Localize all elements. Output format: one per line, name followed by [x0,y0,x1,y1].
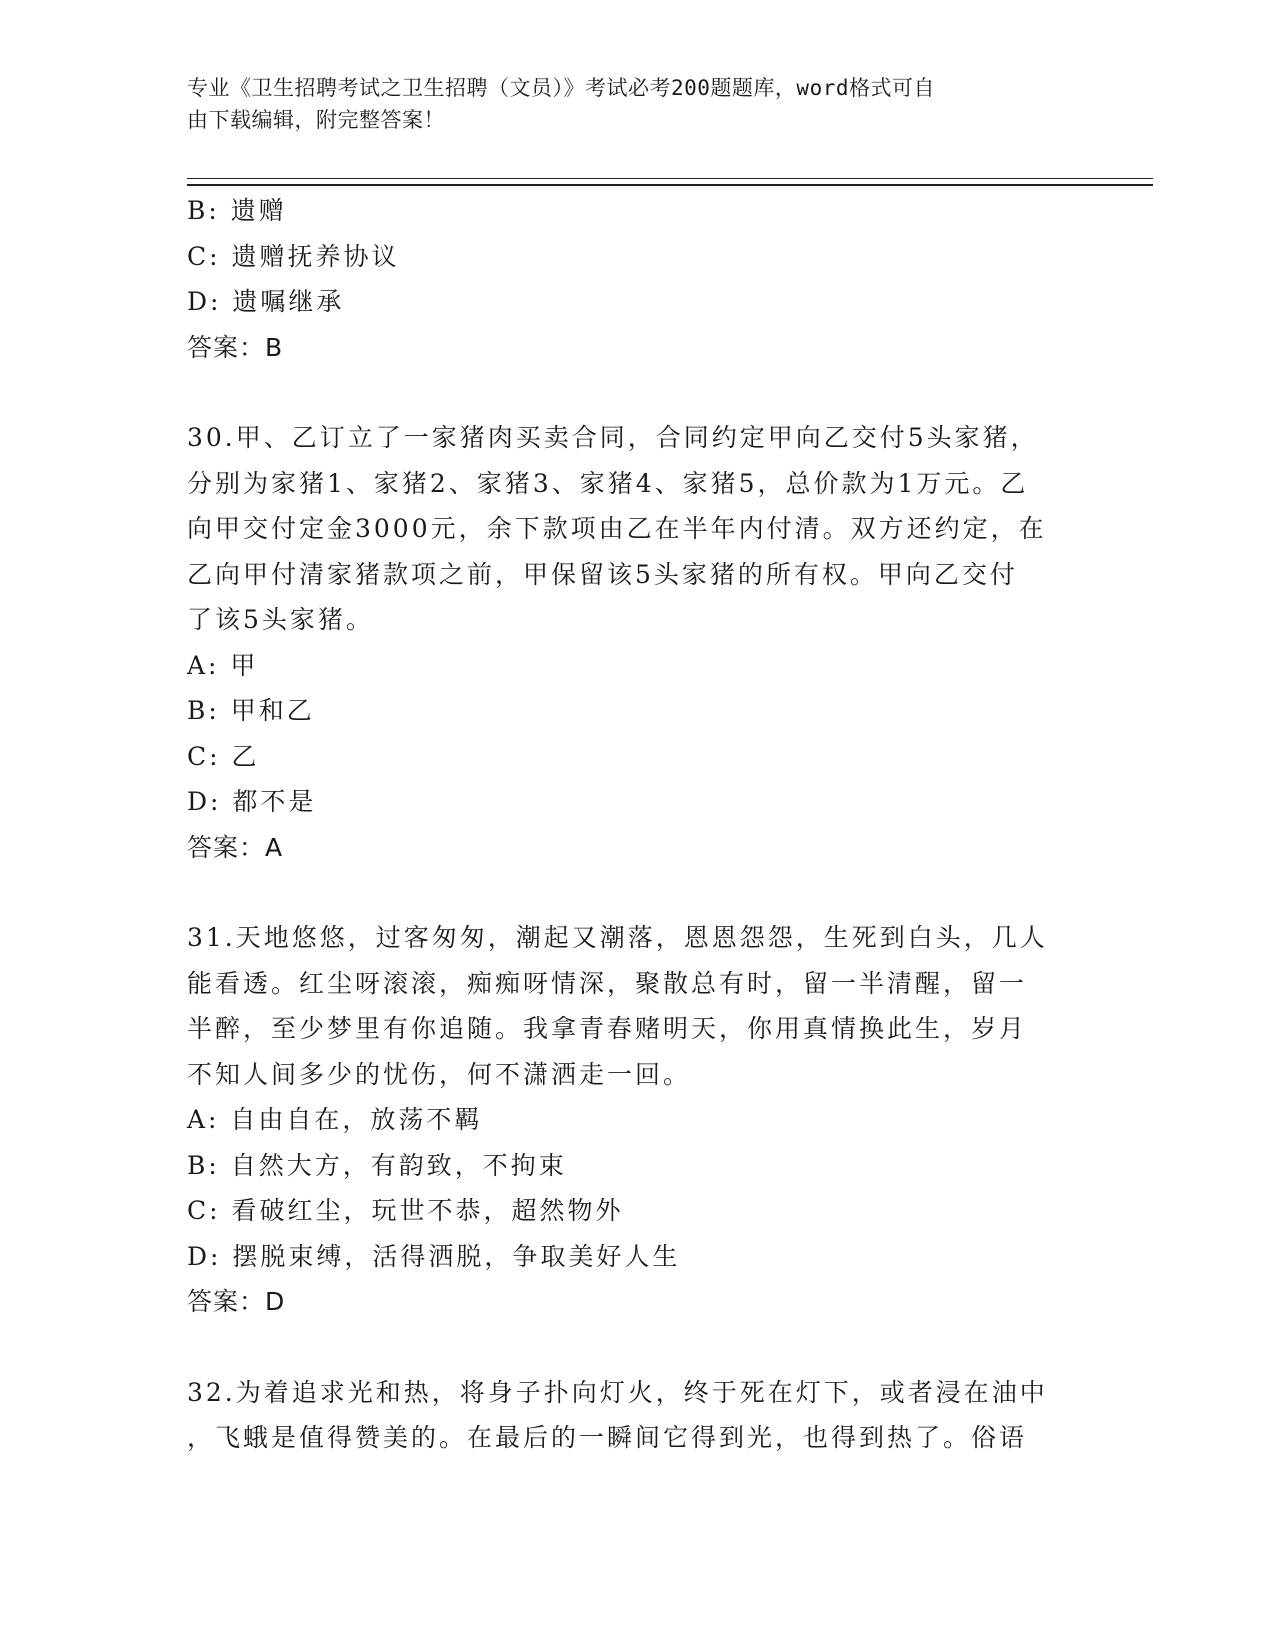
question-text-line: 30.甲、乙订立了一家猪肉买卖合同，合同约定甲向乙交付5头家猪， [187,423,1039,452]
spacer [187,1325,1087,1370]
header-rule-thick [187,184,1153,186]
question-text-line: 31.天地悠悠，过客匆匆，潮起又潮落，恩恩怨怨，生死到白头，几人 [187,923,1048,952]
header-rule-thin [187,178,1153,179]
question-text-line: 分别为家猪1、家猪2、家猪3、家猪4、家猪5，总价款为1万元。乙 [187,468,1029,498]
question-31 [187,915,1087,1325]
question-text-line: 向甲交付定金3000元，余下款项由乙在半年内付清。双方还约定，在 [187,514,1047,543]
option-c: C: 看破红尘，玩世不恭，超然物外 [187,1196,624,1225]
option-c: C: 遗赠抚养协议 [187,241,400,271]
prev-question-block [187,188,1087,370]
spacer [187,870,1087,915]
answer-line: 答案：D [187,1287,286,1316]
answer-line: 答案：A [187,832,284,862]
header-line: 专业《卫生招聘考试之卫生招聘（文员）》考试必考200题题库，word格式可自 [187,76,935,100]
option-a: A: 甲 [187,650,259,680]
page-header [187,72,1067,136]
header-line: 由下载编辑，附完整答案！ [187,108,445,132]
option-b: B: 自然大方，有韵致，不拘束 [187,1150,567,1180]
option-c: C: 乙 [187,741,260,771]
question-32 [187,1370,1087,1461]
question-30 [187,415,1087,870]
question-text-line: 能看透。红尘呀滚滚，痴痴呀情深，聚散总有时，留一半清醒，留一 [187,968,1028,998]
question-text-line: 了该5头家猪。 [187,605,374,634]
option-d: D: 都不是 [187,787,317,816]
question-text-line: ，飞蛾是值得赞美的。在最后的一瞬间它得到光，也得到热了。俗语 [187,1423,1028,1452]
document-body [187,188,1087,1461]
answer-line: 答案：B [187,332,284,362]
spacer [187,370,1087,415]
option-d: D: 遗嘱继承 [187,287,345,316]
question-text-line: 不知人间多少的忧伤，何不潇洒走一回。 [187,1059,692,1089]
option-b: B: 甲和乙 [187,696,315,725]
question-text-line: 32.为着追求光和热，将身子扑向灯火，终于死在灯下，或者浸在油中 [187,1377,1048,1407]
question-text-line: 半醉，至少梦里有你追随。我拿青春赌明天，你用真情换此生，岁月 [187,1014,1028,1043]
question-text-line: 乙向甲付清家猪款项之前，甲保留该5头家猪的所有权。甲向乙交付 [187,559,1018,589]
option-b: B: 遗赠 [187,196,287,225]
option-a: A: 自由自在，放荡不羁 [187,1105,483,1134]
option-d: D: 摆脱束缚，活得洒脱，争取美好人生 [187,1241,681,1271]
